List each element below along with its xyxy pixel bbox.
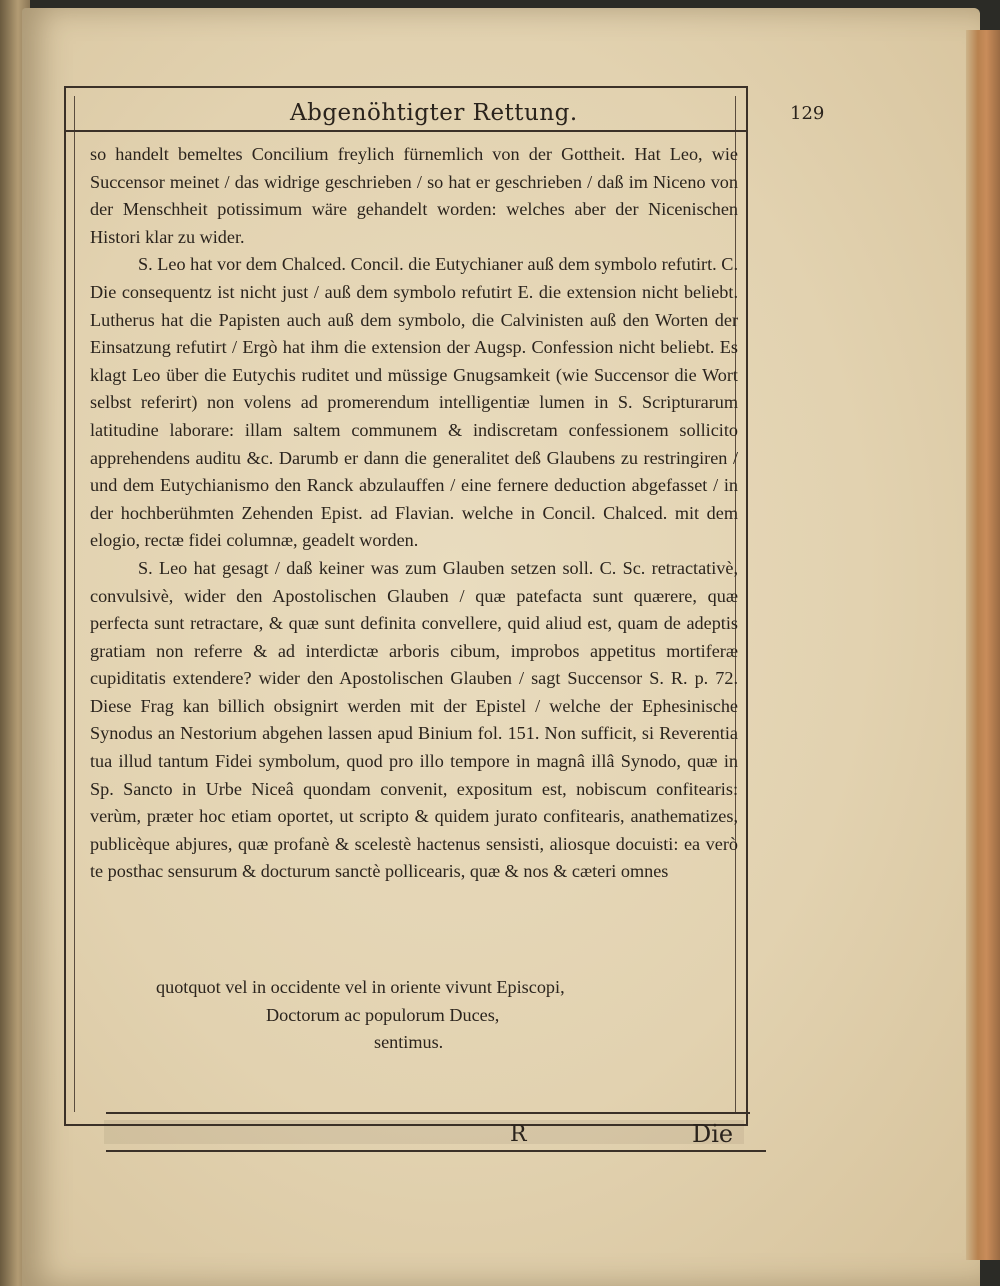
- show-through-text: [104, 1120, 744, 1144]
- running-title: Abgenöhtigter Rettung.: [290, 100, 578, 126]
- closing-lines: [90, 974, 738, 1057]
- header-rule: [64, 130, 748, 132]
- closing-line-3: sentimus.: [374, 1032, 444, 1053]
- page-number: 129: [790, 103, 825, 124]
- paragraph-2: S. Leo hat vor dem Chalced. Concil. die Eutychianer auß dem symbolo refutirt. C. Die consequentz ist nicht just / auß dem symbolo refutirt E. die extension nicht beliebt. Lutherus hat die Papisten auch auß dem symbolo, die Calvinisten auß den Worten der Einsatzung refutirt / Ergò hat ihm die extension der Augsp. Confession nicht beliebt. Es klagt Leo über die Eutychis ruditet und müssige Gnugsamkeit (wie Succensor die Wort selbst referirt) non volens ad promerendum intelligentiæ lumen in S. Scripturarum latitudine laborare: illam saltem communem & indiscretam confessionem sollicito apprehendens auditu &c. Darumb er dann die generalitet deß Glaubens zu restringiren / und dem Eutychianismo den Ranck abzulauffen / eine fernere deduction abgefasset / in der hochberühmten Zehenden Epist. ad Flavian. welche in Concil. Chalced. mit dem elogio, rectæ fidei columnæ, geadelt worden.: [90, 254, 738, 551]
- book-fore-edge: [966, 30, 1000, 1260]
- main-text: [90, 141, 738, 886]
- closing-line-1: quotquot vel in occidente vel in oriente vivunt Episcopi,: [156, 977, 565, 997]
- footer-rule: [106, 1112, 750, 1114]
- signature-mark: R: [510, 1122, 527, 1147]
- closing-line-2: Doctorum ac populorum Duces,: [266, 1004, 500, 1025]
- footer-rule-bottom: [106, 1150, 766, 1152]
- paragraph-1: so handelt bemeltes Concilium freylich fürnemlich von der Gottheit. Hat Leo, wie Succensor meinet / das widrige geschrieben / so hat er geschrieben / daß im Niceno von der Menschheit potissimum wäre gehandelt worden: welches aber der Nicenischen Histori klar zu wider.: [90, 144, 738, 247]
- catchword: Die: [692, 1120, 734, 1148]
- paragraph-3: S. Leo hat gesagt / daß keiner was zum Glauben setzen soll. C. Sc. retractativè, convulsivè, wider den Apostolischen Glauben / quæ patefacta sunt quærere, quæ perfecta sunt retractare, & quæ sunt definita convellere, quid aliud est, quam de adeptis gratiam non referre & ad interdictæ arboris cibum, improbos appetitus mortiferæ cupiditatis extendere? wider den Apostolischen Glauben / sagt Succensor S. R. p. 72. Diese Frag kan billich obsignirt werden mit der Epistel / welche der Ephesinische Synodus an Nestorium abgehen lassen apud Binium fol. 151. Non sufficit, si Reverentia tua illud tantum Fidei symbolum, quod pro illo tempore in magnâ illâ Synodo, quæ in Sp. Sancto in Urbe Niceâ quondam convenit, expositum est, nobiscum confitearis: verùm, præter hoc etiam oportet, ut scripto & quidem jurato confitearis, anathematizes, publicèque abjures, quæ profanè & scelestè hactenus sensisti, aliosque docuisti: ea verò te posthac sensurum & docturum sanctè pollicearis, quæ & nos & cæteri omnes: [90, 557, 738, 882]
